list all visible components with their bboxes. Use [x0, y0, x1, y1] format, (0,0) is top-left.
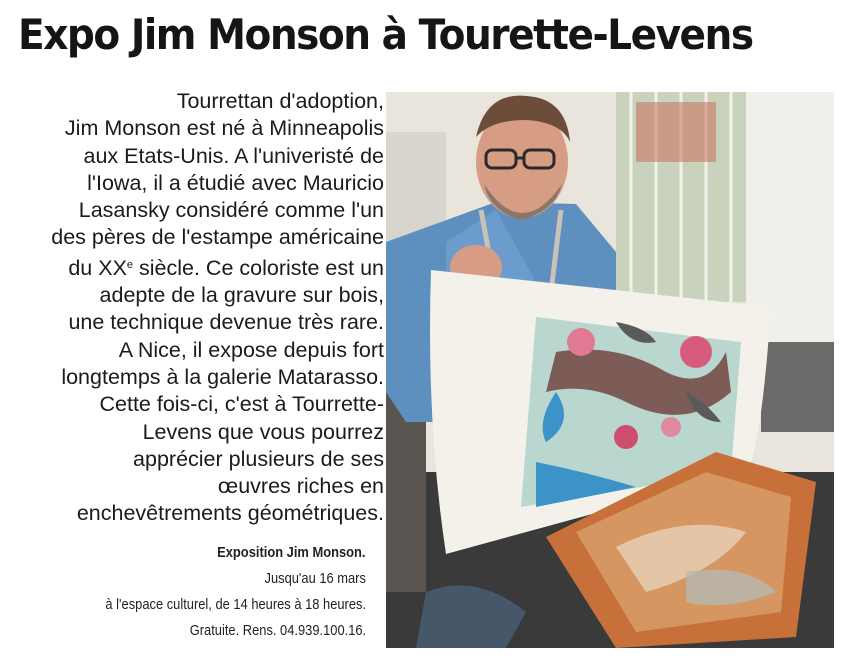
body-line [14, 252, 384, 282]
artist-photo [386, 92, 834, 648]
body-line: Cette fois-ci, c'est à Tourrette- [99, 392, 384, 417]
body-line: Levens que vous pourrez [142, 419, 384, 444]
body-line: aux Etats-Unis. A l'univeristé de [83, 143, 384, 168]
body-line: Tourrettan d'adoption, [176, 89, 384, 113]
body-line: des pères de l'estampe américaine [51, 225, 384, 250]
headline: Expo Jim Monson à Tourette-Levens [18, 10, 753, 59]
info-contact: Gratuite. Rens. 04.939.100.16. [189, 622, 366, 639]
body-line: œuvres riches en [217, 474, 384, 499]
body-line: longtemps à la galerie Matarasso. [61, 364, 384, 389]
body-text-span: du XX [68, 255, 127, 280]
body-line: adepte de la gravure sur bois, [99, 283, 384, 308]
body-line: Jim Monson est né à Minneapolis [64, 116, 384, 141]
body-line: Lasansky considéré comme l'un [78, 198, 384, 223]
info-venue: à l'espace culturel, de 14 heures à 18 heures. [105, 596, 366, 613]
body-line: A Nice, il expose depuis fort [118, 337, 384, 362]
exhibition-info [30, 540, 366, 644]
info-dates: Jusqu'au 16 mars [264, 570, 366, 587]
body-line: une technique devenue très rare. [68, 310, 384, 335]
superscript: e [126, 258, 134, 271]
info-title: Exposition Jim Monson. [217, 544, 366, 561]
body-line: enchevêtrements géométriques. [76, 501, 384, 526]
body-line: l'Iowa, il a étudié avec Mauricio [87, 170, 384, 195]
body-line: apprécier plusieurs de ses [133, 446, 384, 471]
body-text-span: siècle. Ce coloriste est un [133, 255, 384, 280]
article-body [14, 88, 384, 528]
